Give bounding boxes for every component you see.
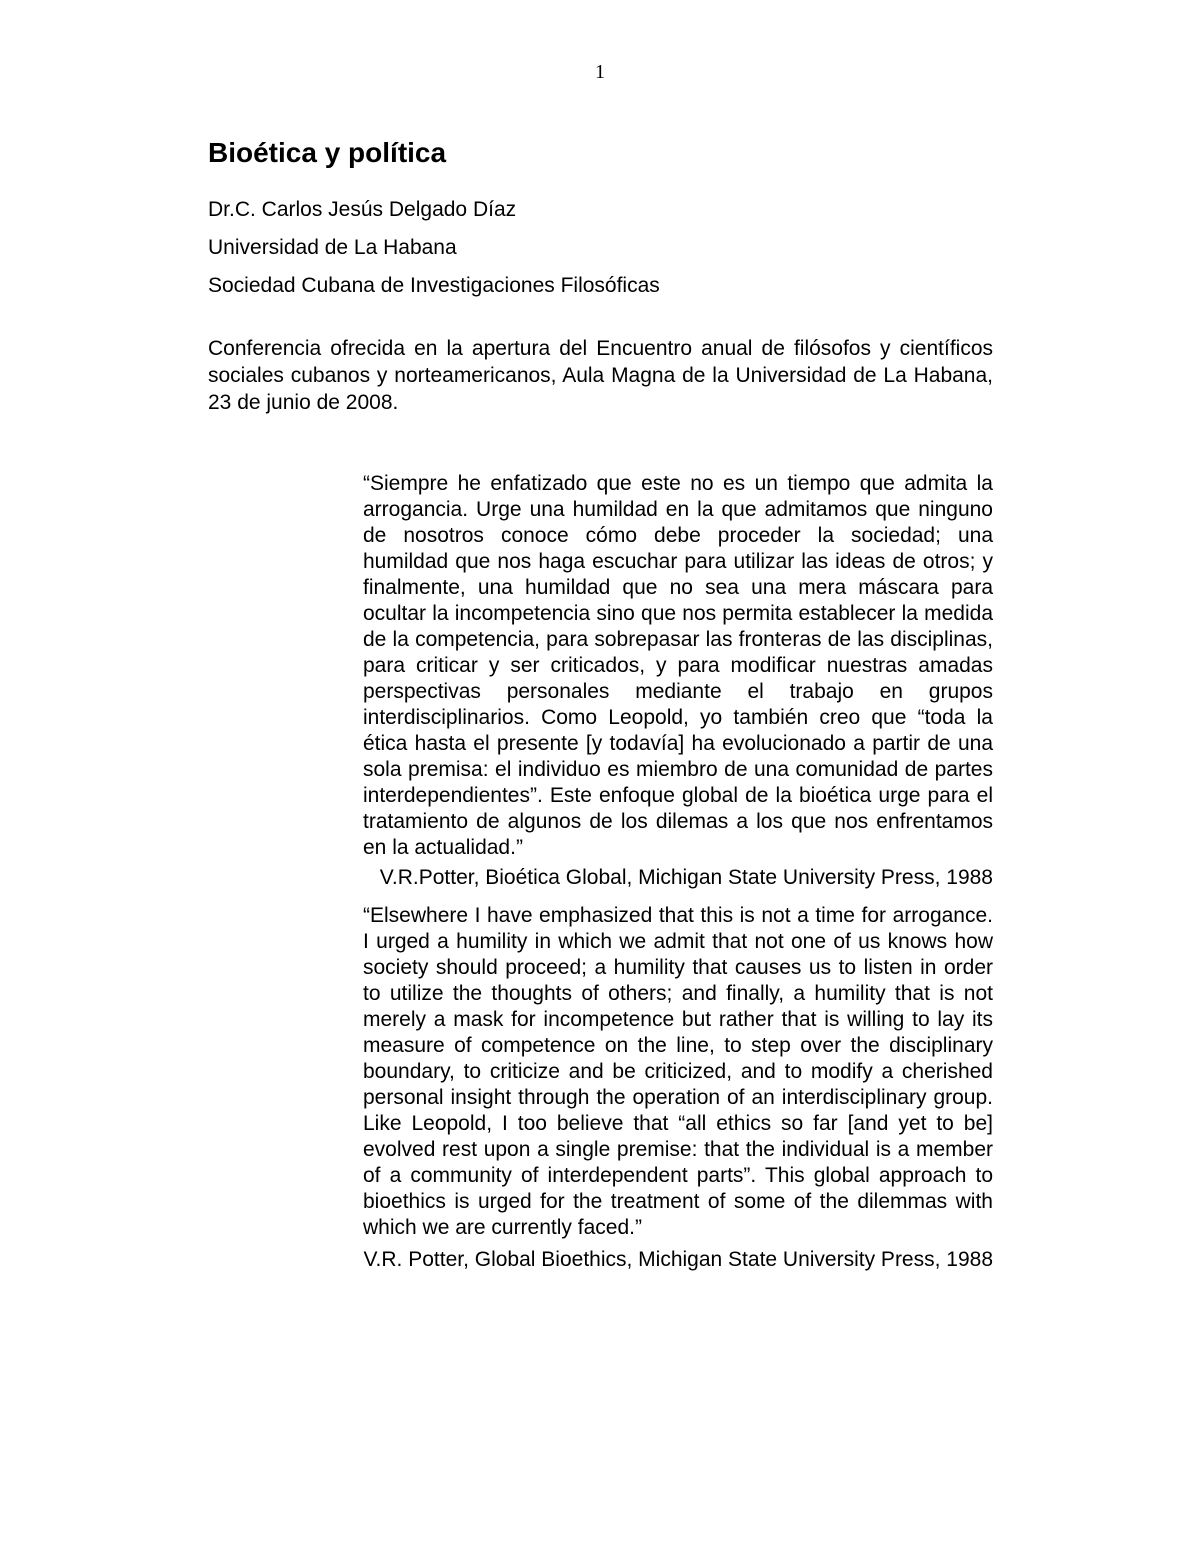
conference-intro-paragraph: Conferencia ofrecida en la apertura del Encuentro anual de filósofos y científicos sociales cubanos y norteamericanos, Aula Magna de la Universidad de La Habana, 23 de junio de 2008. (208, 337, 993, 414)
author-name: Dr.C. Carlos Jesús Delgado Díaz (208, 198, 517, 221)
document-content (208, 136, 993, 1273)
quote-spanish: “Siempre he enfatizado que este no es un tiempo que admita la arrogancia. Urge una humildad en la que admitamos que ninguno de nosotros conoce cómo debe proceder la sociedad; una humildad que nos haga escuchar para utilizar las ideas de otros; y finalmente, una humildad que no sea una mera máscara para ocultar la incompetencia sino que nos permita establecer la medida de la competencia, para sobrepasar las fronteras de las disciplinas, para criticar y ser criticados, y para modificar nuestras amadas perspectivas personales mediante el trabajo en grupos interdisciplinarios. Como Leopold, yo también creo que “toda la ética hasta el presente [y todavía] ha evolucionado a partir de una sola premisa: el individuo es miembro de una comunidad de partes interdependientes”. Este enfoque global de la bioética urge para el tratamiento de algunos de los dilemas a los que nos enfrentamos en la actualidad.” (363, 472, 993, 859)
author-affiliation-society: Sociedad Cubana de Investigaciones Filosóficas (208, 274, 660, 297)
author-affiliation-university: Universidad de La Habana (208, 236, 457, 259)
author-block (208, 196, 993, 299)
page-number: 1 (595, 61, 605, 83)
quote-block (363, 471, 993, 1273)
quote-spanish-attribution: V.R.Potter, Bioética Global, Michigan State University Press, 1988 (379, 866, 993, 889)
page-title: Bioética y política (208, 137, 447, 168)
quote-english: “Elsewhere I have emphasized that this is not a time for arrogance. I urged a humility in which we admit that not one of us knows how society should proceed; a humility that causes us to listen in order to utilize the thoughts of others; and finally, a humility that is not merely a mask for incompetence but rather that is willing to lay its measure of competence on the line, to step over the disciplinary boundary, to criticize and be criticized, and to modify a cherished personal insight through the operation of an interdisciplinary group. Like Leopold, I too believe that “all ethics so far [and yet to be] evolved rest upon a single premise: that the individual is a member of a community of interdependent parts”. This global approach to bioethics is urged for the treatment of some of the dilemmas with which we are currently faced.” (363, 904, 993, 1239)
quote-english-attribution: V.R. Potter, Global Bioethics, Michigan State University Press, 1988 (363, 1248, 993, 1271)
